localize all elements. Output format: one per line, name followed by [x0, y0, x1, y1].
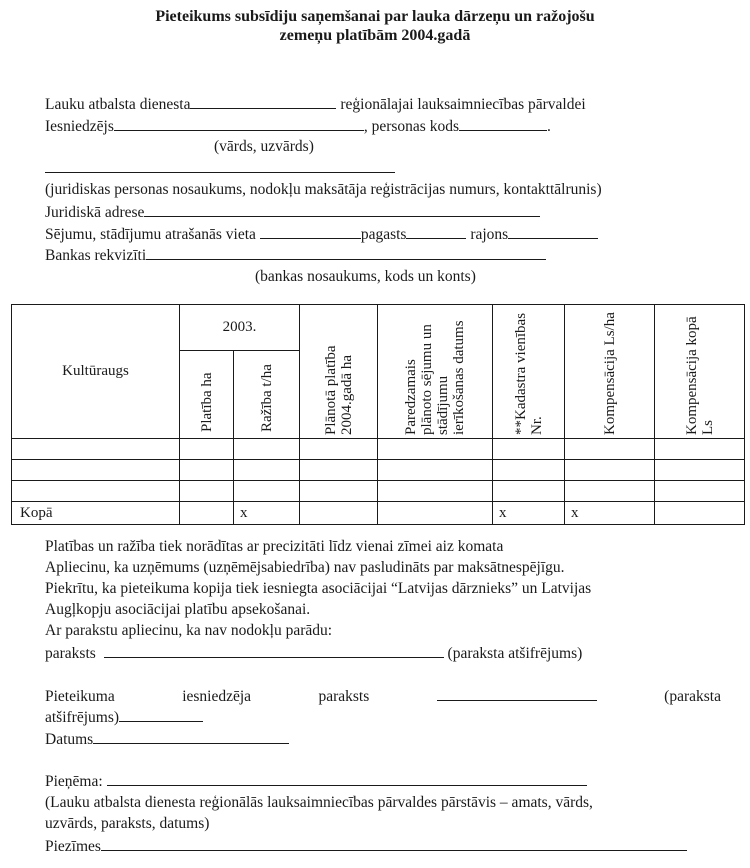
applicant-label: Iesniedzējs	[45, 118, 114, 135]
cadastre-header-text: **Kadastra vienības Nr.	[512, 312, 545, 435]
total-yield-x: x	[234, 502, 300, 525]
cell[interactable]	[493, 481, 565, 502]
table-row	[12, 481, 745, 502]
cell[interactable]	[655, 460, 745, 481]
legal-address-label: Juridiskā adrese	[45, 204, 145, 221]
accepted-label: Pieņēma:	[45, 773, 103, 790]
table-row	[12, 439, 745, 460]
total-row	[12, 502, 745, 525]
lad-suffix: reģionālajai lauksaimniecības pārvaldei	[340, 96, 586, 113]
date-blank[interactable]	[93, 730, 289, 744]
legal-address-blank[interactable]	[144, 203, 540, 217]
total-compensation-rate-x: x	[565, 502, 655, 525]
bank-label: Bankas rekvizīti	[45, 247, 147, 264]
tax-signature-blank[interactable]	[104, 644, 444, 658]
cell[interactable]	[12, 481, 180, 502]
cell[interactable]	[180, 439, 234, 460]
applicant-signature-row	[45, 687, 721, 706]
planned-date-header-text: Paredzamais plānoto sējumu un stādījumu ierīkošanas datums	[403, 319, 467, 435]
applicant-signature-word-1: Pieteikuma	[45, 688, 115, 705]
bank-caption: (bankas nosaukums, kods un konts)	[255, 268, 476, 285]
area-header-text: Platība ha	[198, 371, 215, 432]
legal-entity-blank[interactable]	[45, 172, 395, 173]
representative-line-2: uzvārds, paraksts, datums)	[45, 815, 210, 832]
signature-decoding: (paraksta atšifrējums)	[447, 645, 583, 662]
applicant-blank[interactable]	[114, 117, 364, 131]
cell[interactable]	[655, 439, 745, 460]
remarks-label: Piezīmes	[45, 838, 101, 855]
planned-date-header	[378, 305, 493, 439]
signature-label: paraksts	[45, 645, 96, 662]
name-caption: (vārds, uzvārds)	[214, 138, 314, 155]
accepted-row	[45, 772, 587, 791]
personal-code-label: , personas kods	[363, 118, 460, 135]
applicant-signature-decode-1: (paraksta	[664, 688, 721, 705]
cell[interactable]	[12, 460, 180, 481]
precision-note: Platības un ražība tiek norādītas ar precizitāti līdz vienai zīmei aiz komata	[45, 538, 504, 555]
yield-header	[234, 351, 300, 439]
legal-caption: (juridiskas personas nosaukums, nodokļu maksātāja reģistrācijas numurs, kontakttālrunis)	[45, 181, 602, 198]
lad-prefix: Lauku atbalsta dienesta	[45, 96, 191, 113]
lad-blank[interactable]	[190, 95, 336, 109]
accepted-blank[interactable]	[107, 772, 587, 786]
location-label: Sējumu, stādījumu atrašanās vieta	[45, 226, 256, 243]
planned-area-header-text: Plānotā platība 2004.gadā ha	[322, 344, 355, 435]
cell[interactable]	[493, 460, 565, 481]
parish-label: pagasts	[360, 226, 407, 243]
lad-field-row	[45, 95, 586, 114]
cell[interactable]	[378, 481, 493, 502]
cell[interactable]	[565, 439, 655, 460]
representative-line-1	[45, 794, 737, 812]
tax-statement: Ar parakstu apliecinu, ka nav nodokļu parādu:	[45, 622, 333, 639]
area-header	[180, 351, 234, 439]
applicant-row	[45, 117, 551, 136]
cell[interactable]	[12, 439, 180, 460]
legal-address-row	[45, 203, 540, 222]
applicant-decode-row	[45, 708, 203, 727]
total-cadastre-x: x	[493, 502, 565, 525]
planned-area-header	[300, 305, 378, 439]
tax-signature-row	[45, 644, 582, 663]
personal-code-end: .	[547, 118, 551, 135]
remarks-blank[interactable]	[101, 837, 687, 851]
cell[interactable]	[565, 481, 655, 502]
cell[interactable]	[300, 460, 378, 481]
year-header-text: 2003.	[222, 319, 257, 335]
cell[interactable]	[234, 439, 300, 460]
district-label: rajons	[470, 226, 509, 243]
total-planned-date-cell[interactable]	[378, 502, 493, 525]
compensation-rate-header-text: Kompensācija Ls/ha	[601, 311, 618, 435]
cell[interactable]	[655, 481, 745, 502]
cell[interactable]	[234, 460, 300, 481]
cell[interactable]	[180, 481, 234, 502]
cell[interactable]	[565, 460, 655, 481]
consent-note-line-1-text: Piekrītu, ka pieteikuma kopija tiek iesniegta asociācijai “Latvijas dārznieks” un Latvijas	[45, 580, 592, 597]
cell[interactable]	[378, 439, 493, 460]
bank-row	[45, 246, 546, 265]
personal-code-blank[interactable]	[459, 117, 547, 131]
total-planned-area-cell[interactable]	[300, 502, 378, 525]
compensation-total-header	[655, 305, 745, 439]
total-compensation-cell[interactable]	[655, 502, 745, 525]
year-header	[180, 305, 300, 351]
date-row	[45, 730, 289, 749]
consent-note-line-2: Augļkopju asociācijai platību apsekošanai.	[45, 601, 311, 618]
remarks-row	[45, 837, 687, 856]
applicant-signature-blank[interactable]	[437, 687, 597, 701]
crop-header-text: Kultūraugs	[62, 363, 129, 379]
table-row	[12, 460, 745, 481]
location-row	[45, 225, 598, 244]
applicant-signature-word-3: paraksts	[318, 688, 370, 705]
parish-blank[interactable]	[406, 225, 466, 239]
form-title-line-1: Pieteikums subsīdiju saņemšanai par lauka dārzeņu un ražojošu	[155, 8, 595, 25]
cell[interactable]	[234, 481, 300, 502]
compensation-rate-header	[565, 305, 655, 439]
applicant-signature-word-2: iesniedzēja	[182, 688, 252, 705]
compensation-total-header-text: Kompensācija kopā Ls	[683, 315, 716, 435]
cell[interactable]	[493, 439, 565, 460]
consent-note-line-1	[45, 580, 737, 598]
cell[interactable]	[300, 439, 378, 460]
cadastre-header	[493, 305, 565, 439]
applicant-signature-decode-2: atšifrējums)	[45, 709, 120, 726]
insolvency-note: Apliecinu, ka uzņēmums (uzņēmējsabiedrība) nav pasludināts par maksātnespējīgu.	[45, 559, 565, 576]
location-blank[interactable]	[260, 225, 361, 239]
form-title-line-2: zemeņu platībām 2004.gadā	[279, 27, 471, 44]
applicant-decode-blank[interactable]	[119, 708, 203, 722]
total-label: Kopā	[12, 502, 180, 525]
representative-line-1-text: (Lauku atbalsta dienesta reģionālās lauksaimniecības pārvaldes pārstāvis – amats, vārds,	[45, 794, 593, 811]
bank-blank[interactable]	[146, 246, 546, 260]
total-area-cell[interactable]	[180, 502, 234, 525]
crop-header	[12, 305, 180, 439]
cell[interactable]	[378, 460, 493, 481]
date-label: Datums	[45, 731, 94, 748]
cell[interactable]	[180, 460, 234, 481]
crop-table	[11, 304, 745, 525]
district-blank[interactable]	[508, 225, 598, 239]
yield-header-text: Ražība t/ha	[258, 363, 275, 432]
cell[interactable]	[300, 481, 378, 502]
